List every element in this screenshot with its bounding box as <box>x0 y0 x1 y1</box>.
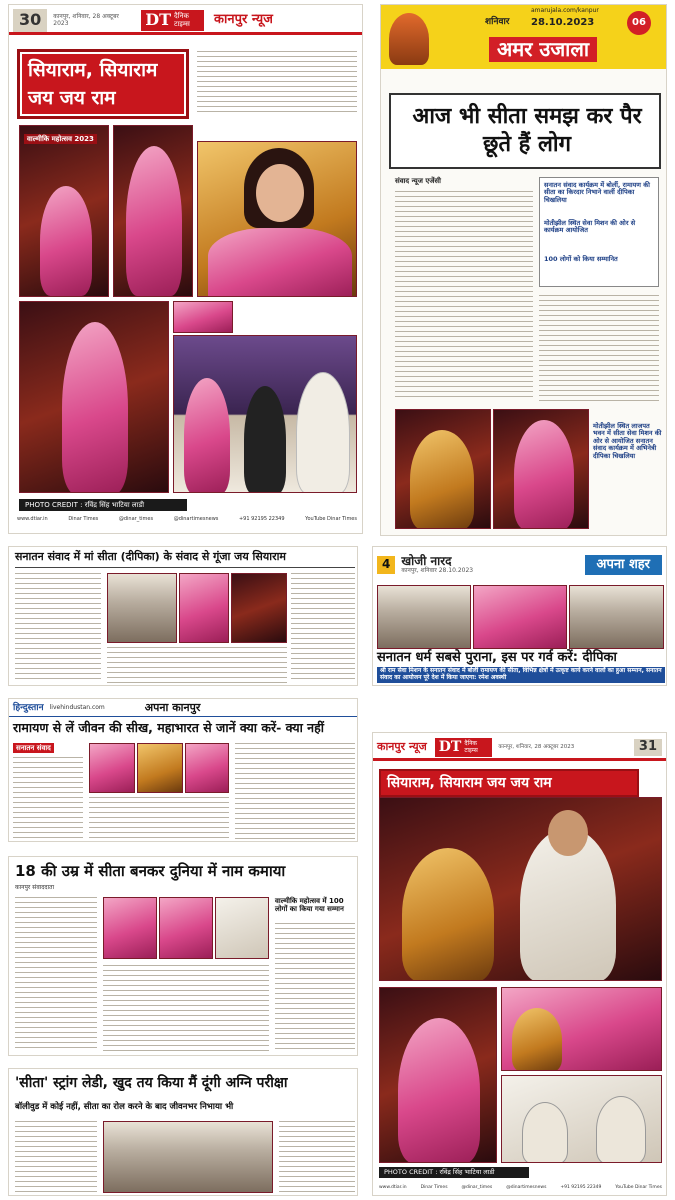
masthead-sub: दैनिक टाइम्स <box>464 739 478 754</box>
headline-box <box>17 49 189 119</box>
headline: सनातन संवाद में मां सीता (दीपिका) के संवाद से गूंजा जय सियाराम <box>15 551 355 568</box>
clipping-sita-strong-lady <box>8 1068 358 1196</box>
photo-stage-row1 <box>377 585 471 649</box>
masthead-bar <box>373 737 666 761</box>
footer-link[interactable]: @dinartimesnews <box>173 516 219 522</box>
figure <box>410 430 474 529</box>
masthead-name: हिन्दुस्तान <box>13 703 44 714</box>
logo-figure <box>389 13 429 65</box>
body-text-right <box>275 923 355 1051</box>
page-number: 30 <box>13 9 47 31</box>
photo-3 <box>215 897 269 959</box>
masthead-bar <box>9 701 357 717</box>
photo-1 <box>89 743 135 793</box>
clipping-khoji-narad <box>372 546 667 686</box>
footer-link[interactable]: @dinar_times <box>461 1185 493 1190</box>
figure <box>512 1008 562 1071</box>
footer-link[interactable]: Dinar Times <box>68 516 99 522</box>
headline: 18 की उम्र में सीता बनकर दुनिया में नाम कमाया <box>15 862 286 880</box>
day: शनिवार <box>485 17 510 27</box>
clipping-hindustan <box>8 698 358 842</box>
masthead-logo <box>141 10 204 30</box>
photo-2 <box>159 897 213 959</box>
masthead-bar <box>373 549 666 581</box>
subheadline: श्री राम सेवा मिशन के सनातन संवाद में बोलीं रामायण की सीता, विभिन्न क्षेत्रों में उत्कृष्ट कार्य करने वालों का हुआ सम्मान, सनातन संवाद का आयोजन पूरे देश में किया जाएगा: रमेश अवस्थी <box>377 667 665 683</box>
body-text-left <box>13 757 83 839</box>
masthead-band <box>381 5 667 69</box>
guest-man-white <box>296 372 350 493</box>
event-badge: वाल्मीकि महोत्सव 2023 <box>24 134 97 144</box>
masthead-logo <box>435 738 493 756</box>
headline: आज भी सीता समझ कर पैर छूते हैं लोग <box>412 104 642 157</box>
tag: सनातन संवाद <box>13 743 54 753</box>
footer-links <box>379 1185 662 1190</box>
photo-stage-speaker <box>19 125 109 297</box>
photo-portrait <box>197 141 357 297</box>
figure <box>514 420 574 529</box>
footer-link[interactable]: www.dtiar.in <box>17 516 48 522</box>
photo-portrait-left <box>379 987 497 1163</box>
photo-stage-row2 <box>473 585 567 649</box>
masthead-block <box>401 555 473 576</box>
headline-line1: सियाराम, सियाराम <box>28 59 158 81</box>
photo-guests-seated <box>379 797 662 981</box>
photo-3 <box>185 743 229 793</box>
bullet-2: मोतीझील स्थित सेवा मिशन की ओर से कार्यक्रम आयोजित <box>544 219 636 235</box>
footer-link[interactable]: YouTube Dinar Times <box>615 1185 662 1190</box>
subheadline: बॉलीवुड में कोई नहीं, सीता का रोल करने के बाद जीवनभर निभाया भी <box>15 1102 234 1112</box>
body-text-right <box>291 573 355 683</box>
footer-links <box>17 517 357 523</box>
footer-link[interactable]: @dinar_times <box>118 516 154 522</box>
photo-speaker <box>179 573 229 643</box>
headline: 'सीता' स्ट्रांग लेडी, खुद तय किया मैं दूंगी अग्नि परीक्षा <box>15 1075 288 1091</box>
photo-1 <box>103 897 157 959</box>
dateline: कानपुर, शनिवार, 28 अक्टूबर 2023 <box>498 744 575 751</box>
footer-link[interactable]: www.dtiar.in <box>379 1185 407 1190</box>
headline-box <box>389 93 661 169</box>
section-name: अपना शहर <box>585 555 662 576</box>
clipping-sanatan-samvad <box>8 546 358 686</box>
body-text-right <box>235 743 355 839</box>
masthead-bar <box>9 9 362 35</box>
photo-stage-right-top <box>501 987 662 1071</box>
section-name: कानपुर न्यूज <box>214 12 273 28</box>
photo-small-inset <box>173 301 233 333</box>
page-number: 4 <box>377 556 395 574</box>
photo-2 <box>137 743 183 793</box>
bullet-3: 100 लोगों को किया सम्मानित <box>544 255 618 263</box>
bullet-box <box>539 177 659 287</box>
body-text-left <box>15 573 101 683</box>
footer-link[interactable]: @dinartimesnews <box>506 1185 547 1190</box>
photo-credit: PHOTO CREDIT : रविंद्र सिंह भाटिया लाडी <box>19 499 187 511</box>
photo-caption: मोतीझील स्थित लाजपत भवन में सीता सेवा मिशन की ओर से आयोजित सनातन संवाद कार्यक्रम में अभिनेत्री दीपिका चिखलिया <box>593 422 662 460</box>
photo-stage-right-bottom <box>501 1075 662 1163</box>
intro-text <box>197 51 357 113</box>
body-text-mid <box>103 965 269 1051</box>
byline: कानपुर संवाददाता <box>15 884 55 891</box>
guest-woman <box>184 378 230 493</box>
photo-stage-row3 <box>569 585 664 649</box>
photo-speaker-right <box>493 409 589 529</box>
headline: सियाराम, सियाराम जय जय राम <box>379 769 639 797</box>
body-text-left <box>15 1121 97 1193</box>
page-number: 06 <box>627 11 651 35</box>
caption-text <box>107 647 287 683</box>
body-text-mid <box>89 797 229 839</box>
bullet-1: सनातन संवाद कार्यक्रम में बोलीं, रामायण की सीता का किरदार निभाने वालीं दीपिका चिखलिया <box>544 181 650 204</box>
clipping-amar-ujala <box>380 4 667 536</box>
guest-man-face <box>548 810 588 856</box>
footer-link[interactable]: Dinar Times <box>420 1185 448 1190</box>
masthead-sub: दैनिक टाइम्स <box>174 12 190 29</box>
footer-link[interactable]: YouTube Dinar Times <box>305 516 357 522</box>
sidebar-title: वाल्मीकि महोत्सव में 100 लोगों का किया गया सम्मान <box>275 897 344 914</box>
portrait-face <box>256 164 304 222</box>
figure <box>398 1018 480 1163</box>
body-text-col1 <box>395 191 533 401</box>
masthead-name: DT <box>438 739 462 756</box>
portrait-saree <box>208 228 352 297</box>
page-number: 31 <box>634 739 662 756</box>
clipping-dinar-times-30 <box>8 4 363 534</box>
photo-speaker-left <box>395 409 491 529</box>
section-name: अपना कानपुर <box>144 701 201 715</box>
headline-line2: जय जय राम <box>28 87 116 109</box>
website: amarujala.com/kanpur <box>531 7 599 14</box>
footer-link[interactable]: +91 92195 22349 <box>560 1185 602 1190</box>
photo-full-length <box>19 301 169 493</box>
figure-left <box>522 1102 568 1163</box>
website: livehindustan.com <box>49 704 105 712</box>
photo-stage <box>231 573 287 643</box>
headline: रामायण से लें जीवन की सीख, महाभारत से जानें क्या करें- क्या नहीं <box>13 720 324 735</box>
body-text-col2 <box>539 295 659 401</box>
figure <box>62 322 128 493</box>
photo-audience <box>107 573 177 643</box>
dateline: कानपुर, शनिवार, 28 अक्टूबर 2023 <box>53 12 119 27</box>
masthead-name: DT <box>145 10 172 30</box>
date: 28.10.2023 <box>531 17 595 28</box>
photo-stage-mic <box>113 125 193 297</box>
clipping-dinar-times-31 <box>372 732 667 1196</box>
figure <box>126 146 182 296</box>
dateline: कानपुर, शनिवार 28.10.2023 <box>401 567 474 575</box>
byline: संवाद न्यूज एजेंसी <box>395 177 441 185</box>
masthead-name: खोजी नारद <box>401 553 452 568</box>
figure-right <box>596 1096 646 1163</box>
figure <box>40 186 92 296</box>
guest-woman <box>402 848 494 981</box>
body-text-right <box>279 1121 355 1193</box>
photo-group <box>103 1121 273 1193</box>
guest-man-black <box>244 386 286 493</box>
photo-stage-guests <box>173 335 357 493</box>
clipping-18-ki-umra <box>8 856 358 1056</box>
headline: सनातन धर्म सबसे पुराना, इस पर गर्व करें: दीपिका <box>377 650 617 665</box>
masthead-name: अमर उजाला <box>489 37 597 62</box>
footer-link[interactable]: +91 92195 22349 <box>238 516 285 522</box>
section-name: कानपुर न्यूज <box>377 740 427 754</box>
body-text-left <box>15 897 97 1051</box>
photo-credit: PHOTO CREDIT : रविंद्र सिंह भाटिया लाडी <box>379 1167 529 1178</box>
